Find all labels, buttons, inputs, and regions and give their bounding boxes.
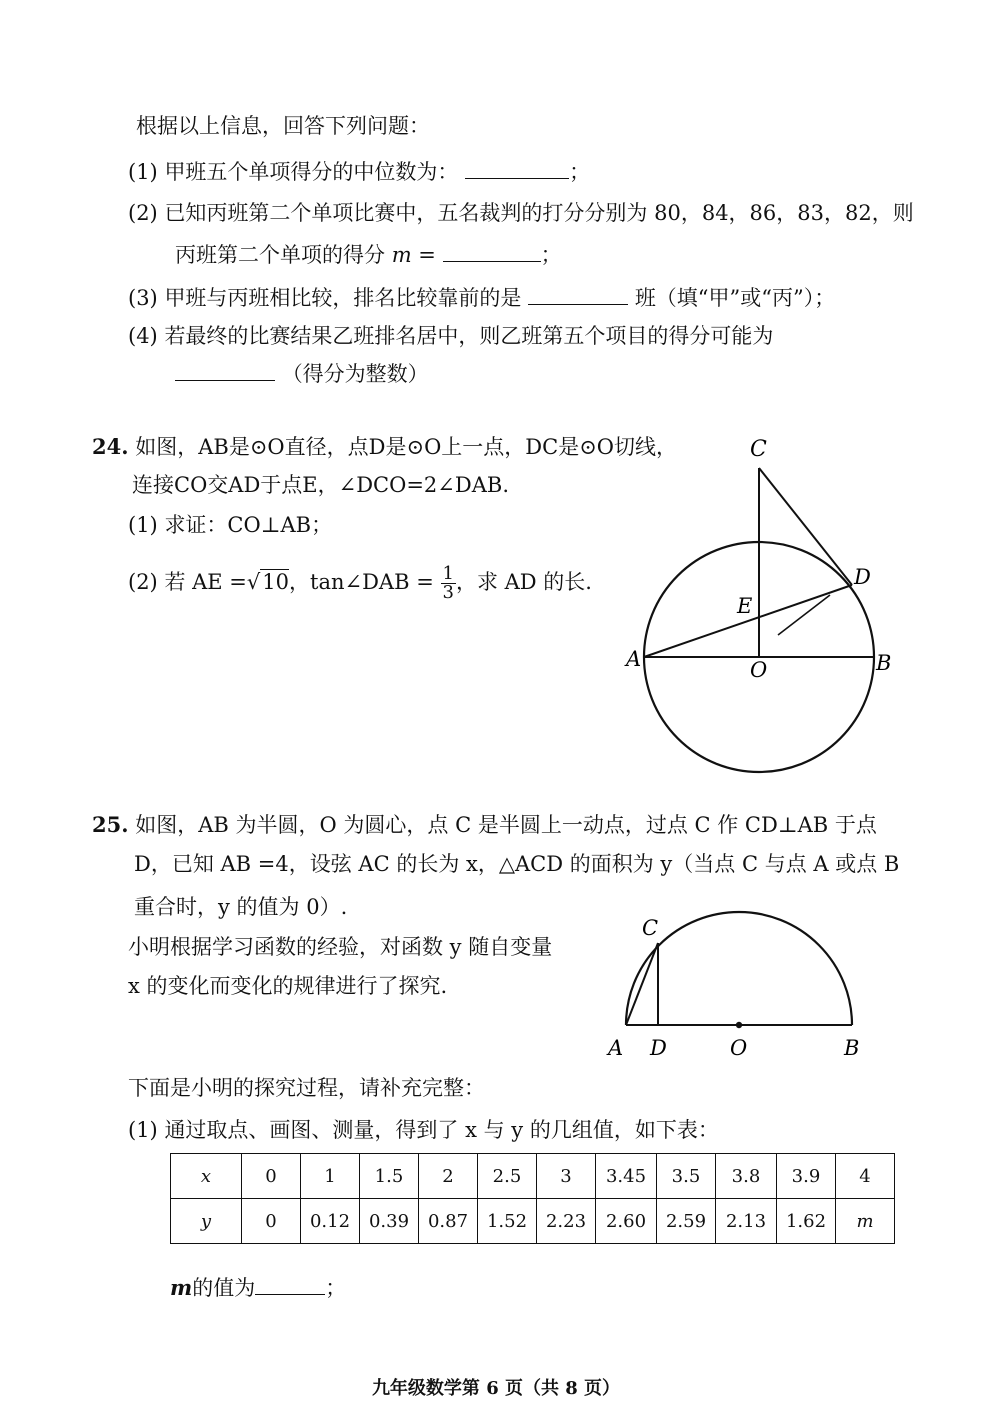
q24-part2-mid: ，tan∠DAB = (289, 570, 434, 594)
table-header-y: y (171, 1199, 242, 1244)
table-cell: 0 (242, 1154, 301, 1199)
table-cell: 2.13 (716, 1199, 777, 1244)
q24-part2-num: (2) (128, 570, 158, 594)
q24-label-d: D (854, 565, 871, 589)
table-cell: 2.5 (478, 1154, 537, 1199)
q25-m-prompt-text: 的值为 (192, 1276, 256, 1300)
q23-part3 (128, 282, 835, 312)
q25-part1-text: 通过取点、画图、测量，得到了 x 与 y 的几组值，如下表： (164, 1118, 719, 1142)
q25-label-o: O (730, 1036, 748, 1060)
table-cell: 2.59 (657, 1199, 716, 1244)
q24-label-c: C (750, 437, 767, 462)
table-row-x (171, 1154, 895, 1199)
q23-part2-end: ； (540, 243, 562, 267)
q23-part2-line2-text: 丙班第二个单项的得分 (175, 243, 385, 267)
q25-line1-text: 如图，AB 为半圆，O 为圆心，点 C 是半圆上一动点，过点 C 作 CD⊥AB 于点 (135, 813, 877, 837)
q24-part2-post: ，求 AD 的长. (455, 570, 592, 594)
q25-part1-num: (1) (128, 1118, 158, 1142)
table-cell: 3.8 (716, 1154, 777, 1199)
q23-part1-end: ； (569, 160, 591, 184)
q24-label-e: E (737, 594, 753, 618)
q24-label-b: B (876, 651, 892, 675)
q24-part1-text: 求证：CO⊥AB； (164, 513, 333, 537)
q24-part2: (2) 若 AE =√10，tan∠DAB = $\frac{1}{3}$ ，求 AD 的长. (128, 563, 592, 603)
q23-part4-num: (4) (128, 324, 158, 348)
q23-part1-blank[interactable] (465, 156, 569, 179)
section-intro: 根据以上信息，回答下列问题： (136, 114, 430, 138)
q24-part2-pre: 若 AE = (164, 570, 247, 594)
q24-tangent-cd (759, 468, 852, 585)
q23-part2-num: (2) (128, 201, 158, 225)
q24-label-a: A (626, 647, 642, 671)
table-cell: 0.39 (360, 1199, 419, 1244)
q25-line3: 重合时，y 的值为 0）. (134, 895, 348, 919)
q24-fraction-denominator: 3 (442, 582, 454, 603)
q25-label-c: C (642, 916, 659, 940)
q23-part2 (128, 199, 914, 227)
q25-line2: D，已知 AB =4，设弦 AC 的长为 x，△ACD 的面积为 y（当点 C 与点 A 或点 B (134, 852, 900, 876)
table-cell: 1.5 (360, 1154, 419, 1199)
table-cell: 3.9 (777, 1154, 836, 1199)
table-cell: 3 (537, 1154, 596, 1199)
q23-part4-line2 (175, 358, 429, 388)
q25-m-blank[interactable] (255, 1272, 325, 1295)
q25-number: 25. (92, 812, 129, 837)
table-cell: 3.45 (596, 1154, 657, 1199)
q25-m-end: ； (325, 1276, 347, 1300)
q25-line1 (92, 811, 877, 839)
q25-figure (600, 895, 880, 1065)
q25-line4: 小明根据学习函数的经验，对函数 y 随自变量 (128, 935, 553, 959)
q23-part4-tail: （得分为整数） (281, 362, 429, 386)
q24-part1 (128, 511, 332, 539)
q23-part3-tail: 班（填“甲”或“丙”）； (634, 286, 836, 310)
q23-part2-blank[interactable] (443, 239, 541, 262)
q23-part4 (128, 322, 773, 350)
table-cell: 0.87 (419, 1199, 478, 1244)
table-cell: 2.60 (596, 1199, 657, 1244)
q25-semicircle (626, 912, 852, 1025)
table-row-y (171, 1199, 895, 1244)
q23-part2-line2 (175, 239, 562, 269)
q23-part4-blank[interactable] (175, 358, 275, 381)
table-cell: 0.12 (301, 1199, 360, 1244)
table-cell: 3.5 (657, 1154, 716, 1199)
q25-center-point (736, 1022, 742, 1028)
table-cell: 2.23 (537, 1199, 596, 1244)
q25-label-d: D (650, 1036, 667, 1060)
q23-part2-var: m (391, 243, 412, 267)
q24-line1-text: 如图，AB是⊙O直径，点D是⊙O上一点，DC是⊙O切线， (135, 435, 678, 459)
q24-line2: 连接CO交AD于点E，∠DCO=2∠DAB. (132, 473, 509, 497)
q24-line1 (92, 433, 677, 461)
table-cell: 1.52 (478, 1199, 537, 1244)
q23-part1-text: 甲班五个单项得分的中位数为： (164, 160, 459, 184)
q24-fraction-numerator: 1 (442, 563, 454, 584)
q23-part1-num: (1) (128, 160, 158, 184)
q24-part1-num: (1) (128, 513, 158, 537)
q23-part3-num: (3) (128, 286, 158, 310)
q25-line5: x 的变化而变化的规律进行了探究. (128, 974, 448, 998)
q23-part3-text: 甲班与丙班相比较，排名比较靠前的是 (164, 286, 522, 310)
table-cell-m: m (836, 1199, 895, 1244)
q25-label-a: A (608, 1036, 624, 1060)
q25-line6: 下面是小明的探究过程，请补充完整： (128, 1076, 485, 1100)
q25-m-prompt (170, 1272, 346, 1302)
q25-value-table (170, 1153, 895, 1244)
q23-part4-text: 若最终的比赛结果乙班排名居中，则乙班第五个项目的得分可能为 (164, 324, 774, 348)
table-header-x: x (171, 1154, 242, 1199)
q23-part2-eq: = (418, 243, 436, 267)
q23-part1 (128, 156, 590, 186)
q25-label-b: B (844, 1036, 860, 1060)
table-cell: 1 (301, 1154, 360, 1199)
q24-figure (620, 430, 920, 780)
q23-part3-blank[interactable] (528, 282, 628, 305)
q23-part2-text: 已知丙班第二个单项比赛中，五名裁判的打分分别为 80，84，86，83，82，则 (164, 201, 914, 225)
page-footer: 九年级数学第 6 页（共 8 页） (371, 1378, 621, 1399)
q24-label-o: O (750, 658, 768, 682)
q24-number: 24. (92, 434, 129, 459)
q24-fraction (441, 565, 456, 602)
table-cell: 2 (419, 1154, 478, 1199)
table-cell: 4 (836, 1154, 895, 1199)
table-cell: 0 (242, 1199, 301, 1244)
table-cell: 1.62 (777, 1199, 836, 1244)
q25-m-var: m (170, 1275, 193, 1300)
q25-part1 (128, 1116, 719, 1144)
q24-part2-sqrt: 10 (262, 570, 290, 594)
q25-chord-ac (626, 943, 658, 1025)
